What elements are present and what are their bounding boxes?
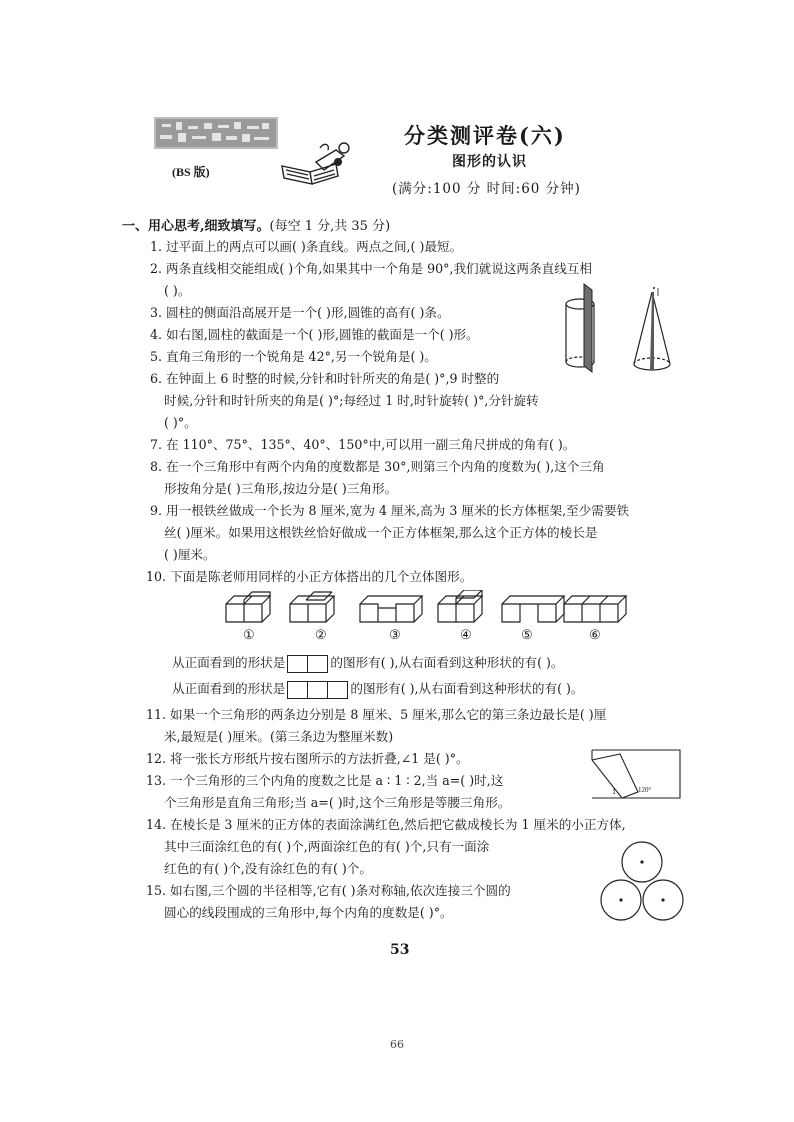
folded-paper-figure bbox=[590, 748, 682, 800]
logo-stamp bbox=[154, 117, 278, 149]
question-12: 12. 将一张长方形纸片按右图所示的方法折叠,∠1 是( )°。 bbox=[146, 751, 469, 766]
section-heading bbox=[122, 215, 390, 234]
edition-label: (BS 版) bbox=[172, 165, 210, 179]
question-8-line-2: 形按角分是( )三角形,按边分是( )三角形。 bbox=[164, 481, 398, 496]
book-reading-icon bbox=[276, 140, 356, 186]
question-8-line-1: 8. 在一个三角形中有两个内角的度数都是 30°,则第三个内角的度数为( ),这个三角 bbox=[150, 459, 605, 474]
question-15-line-2: 圆心的线段围成的三角形中,每个内角的度数是( )°。 bbox=[164, 905, 453, 920]
cube-figure-2 bbox=[290, 592, 334, 622]
stray-mark bbox=[656, 288, 660, 296]
question-14-line-3: 红色的有( )个,没有涂红色的有( )个。 bbox=[164, 861, 372, 876]
cube-label-6: ⑥ bbox=[589, 628, 601, 643]
question-10a-prefix: 从正面看到的形状是 bbox=[172, 655, 286, 670]
cone-section-figure bbox=[624, 284, 674, 380]
question-4: 4. 如右图,圆柱的截面是一个( )形,圆锥的截面是一个( )形。 bbox=[150, 327, 479, 342]
two-square-shape bbox=[287, 655, 328, 673]
question-9-line-3: ( )厘米。 bbox=[164, 547, 216, 562]
question-5: 5. 直角三角形的一个锐角是 42°,另一个锐角是( )。 bbox=[150, 349, 437, 364]
cube-figure-6 bbox=[564, 596, 626, 622]
question-9-line-2: 丝( )厘米。如果用这根铁丝恰好做成一个正方体框架,那么这个正方体的棱长是 bbox=[164, 525, 598, 540]
question-3: 3. 圆柱的侧面沿高展开是一个( )形,圆锥的高有( )条。 bbox=[150, 305, 450, 320]
question-6-line-2: 时候,分针和时针所夹的角是( )°;每经过 1 时,时针旋转( )°,分针旋转 bbox=[164, 393, 539, 408]
cylinder-section-figure bbox=[558, 280, 608, 376]
cube-figure-5 bbox=[502, 596, 564, 622]
score-time-info: (满分:100 分 时间:60 分钟) bbox=[392, 181, 581, 197]
question-13-line-1: 13. 一个三角形的三个内角的度数之比是 a ∶ 1 ∶ 2,当 a=( )时,这 bbox=[146, 773, 504, 788]
three-square-shape bbox=[287, 681, 348, 699]
question-6-line-1: 6. 在钟面上 6 时整的时候,分针和时针所夹的角是( )°,9 时整的 bbox=[150, 371, 500, 386]
page-subtitle: 图形的认识 bbox=[452, 154, 527, 170]
footer-number: 66 bbox=[390, 1038, 404, 1051]
question-6-line-3: ( )°。 bbox=[164, 415, 197, 430]
page-number: 53 bbox=[390, 942, 410, 958]
three-circles-figure bbox=[598, 840, 686, 924]
cube-label-1: ① bbox=[243, 628, 255, 643]
question-11-line-2: 米,最短是( )厘米。(第三条边为整厘米数) bbox=[164, 729, 394, 744]
page-title: 分类测评卷(六) bbox=[404, 123, 566, 148]
cube-label-2: ② bbox=[315, 628, 327, 643]
cube-label-5: ⑤ bbox=[521, 628, 533, 643]
question-7: 7. 在 110°、75°、135°、40°、150°中,可以用一副三角尺拼成的角有( )。 bbox=[150, 437, 576, 452]
section-note: (每空 1 分,共 35 分) bbox=[269, 219, 391, 234]
cube-label-4: ④ bbox=[460, 628, 472, 643]
angle-120-label: 120° bbox=[638, 786, 652, 794]
question-1: 1. 过平面上的两点可以画( )条直线。两点之间,( )最短。 bbox=[150, 239, 463, 254]
cube-figure-3 bbox=[360, 596, 422, 622]
question-10a-suffix: 的图形有( ),从右面看到这种形状的有( )。 bbox=[330, 655, 564, 670]
question-10-line-b bbox=[172, 678, 584, 700]
question-10b-suffix: 的图形有( ),从右面看到这种形状的有( )。 bbox=[350, 681, 584, 696]
cube-figure-4 bbox=[438, 590, 482, 622]
question-9-line-1: 9. 用一根铁丝做成一个长为 8 厘米,宽为 4 厘米,高为 3 厘米的长方体框架,至少需要铁 bbox=[150, 503, 630, 518]
question-15-line-1: 15. 如右图,三个圆的半径相等,它有( )条对称轴,依次连接三个圆的 bbox=[146, 883, 511, 898]
question-14-line-2: 其中三面涂红色的有( )个,两面涂红色的有( )个,只有一面涂 bbox=[164, 839, 490, 854]
question-13-line-2: 个三角形是直角三角形;当 a=( )时,这个三角形是等腰三角形。 bbox=[164, 795, 511, 810]
cube-figures bbox=[222, 590, 638, 646]
cube-label-3: ③ bbox=[389, 628, 401, 643]
question-2-line-1: 2. 两条直线相交能组成( )个角,如果其中一个角是 90°,我们就说这两条直线互相 bbox=[150, 261, 592, 276]
question-2-line-2: ( )。 bbox=[164, 283, 191, 298]
angle-1-label: 1 bbox=[612, 787, 616, 796]
question-14-line-1: 14. 在棱长是 3 厘米的正方体的表面涂满红色,然后把它截成棱长为 1 厘米的小正方体, bbox=[146, 817, 626, 832]
question-11-line-1: 11. 如果一个三角形的两条边分别是 8 厘米、5 厘米,那么它的第三条边最长是( )厘 bbox=[146, 707, 607, 722]
question-10b-prefix: 从正面看到的形状是 bbox=[172, 681, 286, 696]
cube-figure-1 bbox=[226, 592, 270, 622]
question-10: 10. 下面是陈老师用同样的小正方体搭出的几个立体图形。 bbox=[146, 569, 473, 584]
section-title: 一、用心思考,细致填写。 bbox=[122, 219, 270, 234]
question-10-line-a bbox=[172, 652, 564, 674]
